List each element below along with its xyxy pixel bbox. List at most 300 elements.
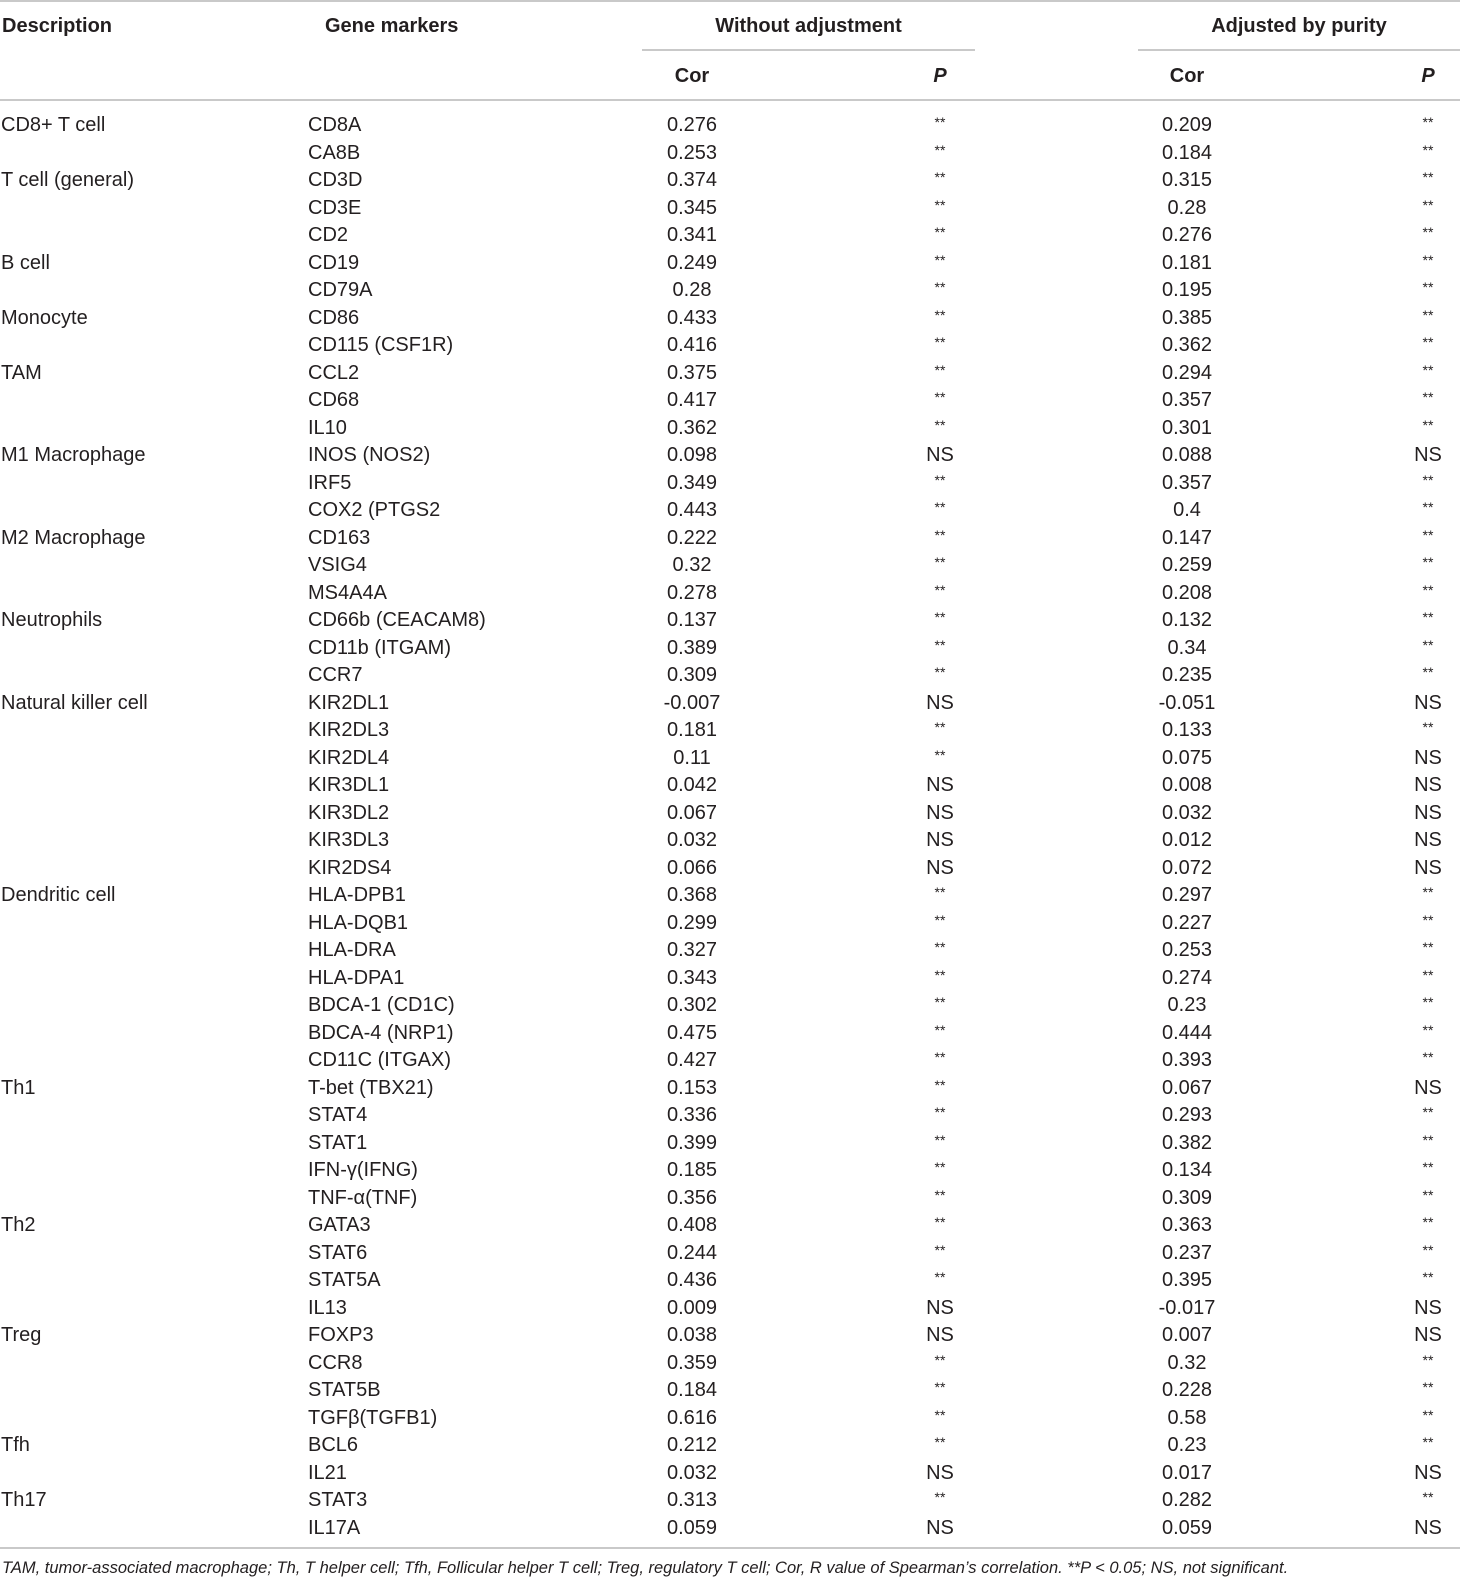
table-row <box>0 112 1460 140</box>
row-cor-without: 0.299 <box>666 911 718 934</box>
row-cor-adjusted: 0.34 <box>1167 636 1207 659</box>
row-cor-adjusted: 0.195 <box>1161 279 1213 301</box>
row-p-without: ** <box>934 389 946 405</box>
row-cor-adjusted: 0.23 <box>1167 994 1207 1016</box>
row-p-adjusted: ** <box>1422 1406 1434 1423</box>
row-p-adjusted: ** <box>1422 416 1434 433</box>
row-p-adjusted: NS <box>1414 1461 1442 1484</box>
row-gene-marker: HLA-DPB1 <box>308 884 406 906</box>
row-p-adjusted: NS <box>1414 1076 1442 1099</box>
row-description: M2 Macrophage <box>1 526 146 549</box>
row-gene-marker: IL13 <box>308 1296 347 1319</box>
table-row <box>0 140 1460 168</box>
row-description: Th2 <box>1 1214 36 1236</box>
row-cor-adjusted: 0.297 <box>1161 884 1213 906</box>
row-p-without: ** <box>934 1076 946 1093</box>
table-row <box>0 305 1460 333</box>
row-cor-adjusted: 0.309 <box>1161 1186 1213 1209</box>
row-p-adjusted: ** <box>1422 939 1434 955</box>
row-p-adjusted: ** <box>1422 499 1434 515</box>
row-p-without: ** <box>934 471 946 488</box>
row-gene-marker: CD115 (CSF1R) <box>308 334 454 356</box>
row-gene-marker: CD3E <box>308 196 362 219</box>
row-cor-adjusted: 0.253 <box>1161 939 1213 961</box>
row-gene-marker: IL21 <box>308 1461 347 1484</box>
row-p-adjusted: ** <box>1422 1021 1434 1038</box>
table-row <box>0 1130 1460 1158</box>
row-cor-without: 0.399 <box>666 1131 718 1154</box>
row-cor-without: 0.038 <box>666 1324 718 1346</box>
row-cor-adjusted: 0.072 <box>1161 856 1213 879</box>
header-without-adjustment: Without adjustment <box>715 15 902 37</box>
header-bottom-rule <box>0 99 1460 101</box>
row-cor-without: 0.276 <box>666 114 718 136</box>
row-cor-adjusted: 0.363 <box>1161 1214 1213 1236</box>
row-cor-without: 0.375 <box>666 361 718 384</box>
table-row <box>0 965 1460 993</box>
table-row <box>0 662 1460 690</box>
row-p-adjusted: ** <box>1422 1489 1434 1505</box>
row-p-adjusted: ** <box>1422 169 1434 185</box>
row-gene-marker: COX2 (PTGS2 <box>308 499 441 521</box>
row-p-without: ** <box>934 1379 946 1395</box>
row-cor-without: 0.436 <box>666 1269 718 1291</box>
row-p-without: ** <box>934 1021 946 1038</box>
row-cor-adjusted: 0.184 <box>1161 141 1213 164</box>
table-body <box>0 112 1460 1542</box>
table-row <box>0 992 1460 1020</box>
row-cor-adjusted: 0.393 <box>1161 1049 1213 1071</box>
table-row <box>0 195 1460 223</box>
row-cor-adjusted: 0.282 <box>1161 1489 1213 1511</box>
row-cor-without: 0.616 <box>666 1406 718 1429</box>
table-row <box>0 772 1460 800</box>
row-gene-marker: CD68 <box>308 389 360 411</box>
row-cor-adjusted: 0.294 <box>1161 361 1213 384</box>
row-gene-marker: CD11C (ITGAX) <box>308 1049 451 1071</box>
row-gene-marker: CD3D <box>308 169 363 191</box>
row-cor-without: 0.185 <box>666 1159 718 1181</box>
row-cor-without: 0.212 <box>666 1434 718 1456</box>
row-p-adjusted: ** <box>1422 609 1434 625</box>
row-p-without: ** <box>934 609 946 625</box>
row-p-without: NS <box>926 856 954 879</box>
row-cor-without: 0.153 <box>666 1076 718 1099</box>
row-description: TAM <box>1 361 42 384</box>
row-cor-adjusted: 0.58 <box>1167 1406 1207 1429</box>
row-cor-without: 0.066 <box>666 856 718 879</box>
row-cor-adjusted: 0.235 <box>1161 664 1213 686</box>
row-gene-marker: BDCA-4 (NRP1) <box>308 1021 454 1044</box>
row-p-without: ** <box>934 884 946 900</box>
row-gene-marker: T-bet (TBX21) <box>308 1076 434 1099</box>
table-top-rule <box>0 0 1460 2</box>
row-p-adjusted: ** <box>1422 306 1434 323</box>
row-description: Dendritic cell <box>1 884 116 906</box>
row-p-adjusted: ** <box>1422 1104 1434 1120</box>
row-description: B cell <box>1 251 50 274</box>
row-gene-marker: HLA-DRA <box>308 939 396 961</box>
row-p-without: ** <box>934 141 946 158</box>
row-p-adjusted: ** <box>1422 196 1434 213</box>
row-p-adjusted: ** <box>1422 334 1434 350</box>
header-cor-without: Cor <box>674 65 710 87</box>
row-cor-adjusted: 0.385 <box>1161 306 1213 329</box>
row-gene-marker: CD11b (ITGAM) <box>308 636 451 659</box>
row-cor-without: 0.181 <box>666 719 718 741</box>
row-cor-adjusted: 0.075 <box>1161 746 1213 769</box>
header-p-adjusted: P <box>1421 65 1435 87</box>
row-p-without: ** <box>934 746 946 763</box>
row-gene-marker: HLA-DPA1 <box>308 966 405 989</box>
row-cor-without: 0.475 <box>666 1021 718 1044</box>
table-row <box>0 855 1460 883</box>
row-gene-marker: STAT5A <box>308 1269 381 1291</box>
row-p-without: NS <box>926 691 954 714</box>
table-row <box>0 1350 1460 1378</box>
table-row <box>0 1487 1460 1515</box>
table-row <box>0 1102 1460 1130</box>
table-row <box>0 910 1460 938</box>
row-p-adjusted: ** <box>1422 1049 1434 1065</box>
row-cor-without: 0.302 <box>666 994 718 1016</box>
row-p-adjusted: ** <box>1422 994 1434 1010</box>
table-row <box>0 442 1460 470</box>
row-cor-without: 0.042 <box>666 774 718 796</box>
row-cor-without: 0.359 <box>666 1351 718 1374</box>
row-gene-marker: STAT5B <box>308 1379 381 1401</box>
table-row <box>0 470 1460 498</box>
row-cor-without: 0.433 <box>666 306 718 329</box>
row-cor-adjusted: 0.276 <box>1161 224 1213 246</box>
row-description: Treg <box>1 1324 42 1346</box>
row-p-without: ** <box>934 1049 946 1065</box>
table-row <box>0 800 1460 828</box>
table-row <box>0 1295 1460 1323</box>
row-gene-marker: KIR3DL2 <box>308 801 390 824</box>
row-cor-without: 0.368 <box>666 884 718 906</box>
row-cor-adjusted: 0.28 <box>1167 196 1207 219</box>
table-row <box>0 1460 1460 1488</box>
row-cor-without: 0.336 <box>666 1104 718 1126</box>
row-gene-marker: MS4A4A <box>308 581 387 604</box>
row-gene-marker: CCR8 <box>308 1351 363 1374</box>
row-cor-adjusted: 0.008 <box>1161 774 1213 796</box>
row-description: Neutrophils <box>1 609 103 631</box>
row-cor-without: 0.032 <box>666 829 718 851</box>
row-gene-marker: IFN-γ(IFNG) <box>308 1159 418 1181</box>
row-p-without: ** <box>934 526 946 543</box>
row-p-without: ** <box>934 1186 946 1203</box>
row-gene-marker: CD66b (CEACAM8) <box>308 609 486 631</box>
row-p-without: ** <box>934 939 946 955</box>
row-p-without: ** <box>934 334 946 350</box>
table-row <box>0 1020 1460 1048</box>
row-gene-marker: HLA-DQB1 <box>308 911 409 934</box>
row-p-adjusted: ** <box>1422 1214 1434 1230</box>
row-p-adjusted: NS <box>1414 801 1442 824</box>
row-p-without: ** <box>934 636 946 653</box>
table-row <box>0 745 1460 773</box>
row-cor-without: 0.416 <box>666 334 718 356</box>
table-row <box>0 497 1460 525</box>
row-p-adjusted: ** <box>1422 224 1434 240</box>
row-gene-marker: TGFβ(TGFB1) <box>308 1406 438 1429</box>
row-cor-adjusted: 0.4 <box>1173 499 1201 521</box>
row-p-adjusted: NS <box>1414 1324 1442 1346</box>
row-p-adjusted: ** <box>1422 966 1434 983</box>
row-p-without: ** <box>934 1214 946 1230</box>
row-cor-without: 0.343 <box>666 966 718 989</box>
row-p-without: NS <box>926 1516 954 1539</box>
row-description: Th17 <box>1 1489 47 1511</box>
row-p-without: ** <box>934 306 946 323</box>
row-p-adjusted: NS <box>1414 444 1442 466</box>
table-row <box>0 1047 1460 1075</box>
row-p-without: ** <box>934 1489 946 1505</box>
row-p-without: ** <box>934 169 946 185</box>
row-cor-without: 0.032 <box>666 1461 718 1484</box>
row-p-adjusted: NS <box>1414 691 1442 714</box>
row-p-without: ** <box>934 966 946 983</box>
row-cor-without: 0.28 <box>672 279 712 301</box>
table-row <box>0 1322 1460 1350</box>
row-p-adjusted: ** <box>1422 884 1434 900</box>
table-row <box>0 415 1460 443</box>
header-description: Description <box>2 15 113 37</box>
row-p-adjusted: ** <box>1422 141 1434 158</box>
row-gene-marker: CD19 <box>308 251 360 274</box>
row-cor-without: 0.408 <box>666 1214 718 1236</box>
row-cor-adjusted: 0.357 <box>1161 389 1213 411</box>
row-description: CD8+ T cell <box>1 114 106 136</box>
row-cor-adjusted: 0.395 <box>1161 1269 1213 1291</box>
table-row <box>0 1515 1460 1543</box>
row-p-without: ** <box>934 196 946 213</box>
table-row <box>0 635 1460 663</box>
row-cor-without: 0.067 <box>666 801 718 824</box>
row-cor-adjusted: 0.132 <box>1161 609 1213 631</box>
row-gene-marker: CD79A <box>308 279 373 301</box>
row-p-adjusted: ** <box>1422 389 1434 405</box>
table-row <box>0 277 1460 305</box>
row-p-without: NS <box>926 1296 954 1319</box>
table-row <box>0 332 1460 360</box>
row-gene-marker: GATA3 <box>308 1214 371 1236</box>
row-gene-marker: STAT6 <box>308 1241 368 1264</box>
row-p-adjusted: ** <box>1422 581 1434 598</box>
row-p-without: ** <box>934 1351 946 1368</box>
table-row <box>0 827 1460 855</box>
row-cor-without: 0.059 <box>666 1516 718 1539</box>
row-description: Th1 <box>1 1076 36 1099</box>
row-cor-without: 0.356 <box>666 1186 718 1209</box>
row-gene-marker: VSIG4 <box>308 554 367 576</box>
row-p-without: ** <box>934 994 946 1010</box>
table-row <box>0 1185 1460 1213</box>
row-p-without: ** <box>934 581 946 598</box>
row-cor-adjusted: 0.017 <box>1161 1461 1213 1484</box>
row-cor-without: 0.349 <box>666 471 718 494</box>
row-cor-adjusted: 0.274 <box>1161 966 1213 989</box>
row-cor-adjusted: 0.382 <box>1161 1131 1213 1154</box>
row-gene-marker: STAT3 <box>308 1489 368 1511</box>
table-row <box>0 1075 1460 1103</box>
row-p-without: ** <box>934 554 946 570</box>
row-p-adjusted: ** <box>1422 1159 1434 1175</box>
row-p-adjusted: ** <box>1422 251 1434 268</box>
row-cor-without: 0.278 <box>666 581 718 604</box>
row-cor-adjusted: 0.444 <box>1161 1021 1213 1044</box>
row-p-adjusted: ** <box>1422 1269 1434 1285</box>
row-cor-adjusted: -0.051 <box>1158 691 1216 714</box>
row-p-without: ** <box>934 664 946 680</box>
table-row <box>0 222 1460 250</box>
row-p-adjusted: ** <box>1422 1379 1434 1395</box>
row-description: Monocyte <box>1 306 88 329</box>
table-row <box>0 717 1460 745</box>
row-p-adjusted: ** <box>1422 664 1434 680</box>
row-cor-without: 0.309 <box>666 664 718 686</box>
row-gene-marker: BDCA-1 (CD1C) <box>308 994 455 1016</box>
row-cor-without: 0.249 <box>666 251 718 274</box>
table-row <box>0 360 1460 388</box>
row-p-adjusted: ** <box>1422 554 1434 570</box>
table-row <box>0 937 1460 965</box>
row-p-without: ** <box>934 1131 946 1148</box>
row-cor-adjusted: -0.017 <box>1158 1296 1216 1319</box>
header-p-without: P <box>933 65 947 87</box>
row-gene-marker: CD8A <box>308 114 362 136</box>
row-cor-without: 0.313 <box>666 1489 718 1511</box>
row-description: Tfh <box>1 1434 30 1456</box>
row-p-without: ** <box>934 1159 946 1175</box>
row-cor-adjusted: 0.067 <box>1161 1076 1213 1099</box>
row-cor-without: 0.327 <box>666 939 718 961</box>
row-cor-adjusted: 0.23 <box>1167 1434 1207 1456</box>
row-cor-without: 0.417 <box>666 389 718 411</box>
row-p-without: ** <box>934 361 946 378</box>
row-cor-adjusted: 0.209 <box>1161 114 1213 136</box>
row-p-adjusted: NS <box>1414 1296 1442 1319</box>
row-p-adjusted: NS <box>1414 856 1442 879</box>
row-cor-without: 0.32 <box>672 554 712 576</box>
row-cor-adjusted: 0.147 <box>1161 526 1213 549</box>
table-row <box>0 1377 1460 1405</box>
row-p-without: ** <box>934 911 946 928</box>
table-row <box>0 1240 1460 1268</box>
row-gene-marker: IL17A <box>308 1516 361 1539</box>
row-cor-without: 0.374 <box>666 169 718 191</box>
row-cor-adjusted: 0.059 <box>1161 1516 1213 1539</box>
row-p-without: NS <box>926 801 954 824</box>
row-cor-without: 0.244 <box>666 1241 718 1264</box>
row-p-adjusted: ** <box>1422 1131 1434 1148</box>
row-p-adjusted: ** <box>1422 1186 1434 1203</box>
row-cor-without: 0.098 <box>666 444 718 466</box>
row-cor-adjusted: 0.357 <box>1161 471 1213 494</box>
table-footnote: TAM, tumor-associated macrophage; Th, T helper cell; Tfh, Follicular helper T cell; Treg, regulatory T cell; Cor, R value of Spearman’s correlation. **P < 0.05; NS, not significant. <box>2 1559 1289 1577</box>
row-p-adjusted: ** <box>1422 361 1434 378</box>
row-gene-marker: KIR3DL1 <box>308 774 390 796</box>
row-cor-without: 0.427 <box>666 1049 718 1071</box>
row-gene-marker: BCL6 <box>308 1434 359 1456</box>
row-p-without: NS <box>926 829 954 851</box>
row-gene-marker: FOXP3 <box>308 1324 374 1346</box>
row-p-adjusted: ** <box>1422 1351 1434 1368</box>
row-cor-adjusted: 0.259 <box>1161 554 1213 576</box>
table-row <box>0 1267 1460 1295</box>
row-gene-marker: CA8B <box>308 141 361 164</box>
row-p-without: ** <box>934 499 946 515</box>
row-p-adjusted: ** <box>1422 114 1434 130</box>
row-gene-marker: TNF-α(TNF) <box>308 1186 418 1209</box>
row-p-adjusted: ** <box>1422 911 1434 928</box>
row-gene-marker: CCL2 <box>308 361 360 384</box>
header-adjusted-by-purity: Adjusted by purity <box>1211 15 1387 37</box>
row-p-without: ** <box>934 719 946 735</box>
without-adjustment-group-rule <box>642 49 975 51</box>
row-cor-adjusted: 0.227 <box>1161 911 1213 934</box>
row-cor-adjusted: 0.208 <box>1161 581 1213 604</box>
row-cor-adjusted: 0.237 <box>1161 1241 1213 1264</box>
row-gene-marker: KIR2DS4 <box>308 856 392 879</box>
table-row <box>0 387 1460 415</box>
row-gene-marker: IL10 <box>308 416 347 439</box>
row-gene-marker: KIR3DL3 <box>308 829 390 851</box>
row-p-without: ** <box>934 1406 946 1423</box>
row-p-without: ** <box>934 279 946 295</box>
header-cor-adjusted: Cor <box>1169 65 1205 87</box>
row-cor-adjusted: 0.301 <box>1161 416 1213 439</box>
table-row <box>0 882 1460 910</box>
row-p-adjusted: ** <box>1422 526 1434 543</box>
table-bottom-rule <box>0 1547 1460 1549</box>
row-p-without: NS <box>926 774 954 796</box>
row-cor-adjusted: 0.088 <box>1161 444 1213 466</box>
table-row <box>0 552 1460 580</box>
table-row <box>0 167 1460 195</box>
row-p-without: NS <box>926 444 954 466</box>
row-gene-marker: CCR7 <box>308 664 363 686</box>
table-row <box>0 525 1460 553</box>
row-gene-marker: IRF5 <box>308 471 352 494</box>
row-gene-marker: STAT1 <box>308 1131 368 1154</box>
row-cor-adjusted: 0.315 <box>1161 169 1213 191</box>
row-cor-without: -0.007 <box>663 691 721 714</box>
row-gene-marker: STAT4 <box>308 1104 368 1126</box>
row-p-adjusted: ** <box>1422 636 1434 653</box>
row-gene-marker: KIR2DL4 <box>308 746 390 769</box>
row-cor-adjusted: 0.181 <box>1161 251 1213 274</box>
table-row <box>0 250 1460 278</box>
row-cor-without: 0.009 <box>666 1296 718 1319</box>
row-cor-without: 0.345 <box>666 196 718 219</box>
adjusted-group-rule <box>1138 49 1460 51</box>
row-description: M1 Macrophage <box>1 444 146 466</box>
row-cor-without: 0.137 <box>666 609 718 631</box>
row-p-adjusted: ** <box>1422 719 1434 735</box>
row-cor-adjusted: 0.032 <box>1161 801 1213 824</box>
row-p-adjusted: NS <box>1414 746 1442 769</box>
row-gene-marker: CD2 <box>308 224 349 246</box>
table-row <box>0 1405 1460 1433</box>
row-p-without: NS <box>926 1461 954 1484</box>
row-gene-marker: CD163 <box>308 526 371 549</box>
row-p-adjusted: NS <box>1414 829 1442 851</box>
row-cor-without: 0.443 <box>666 499 718 521</box>
row-cor-without: 0.184 <box>666 1379 718 1401</box>
